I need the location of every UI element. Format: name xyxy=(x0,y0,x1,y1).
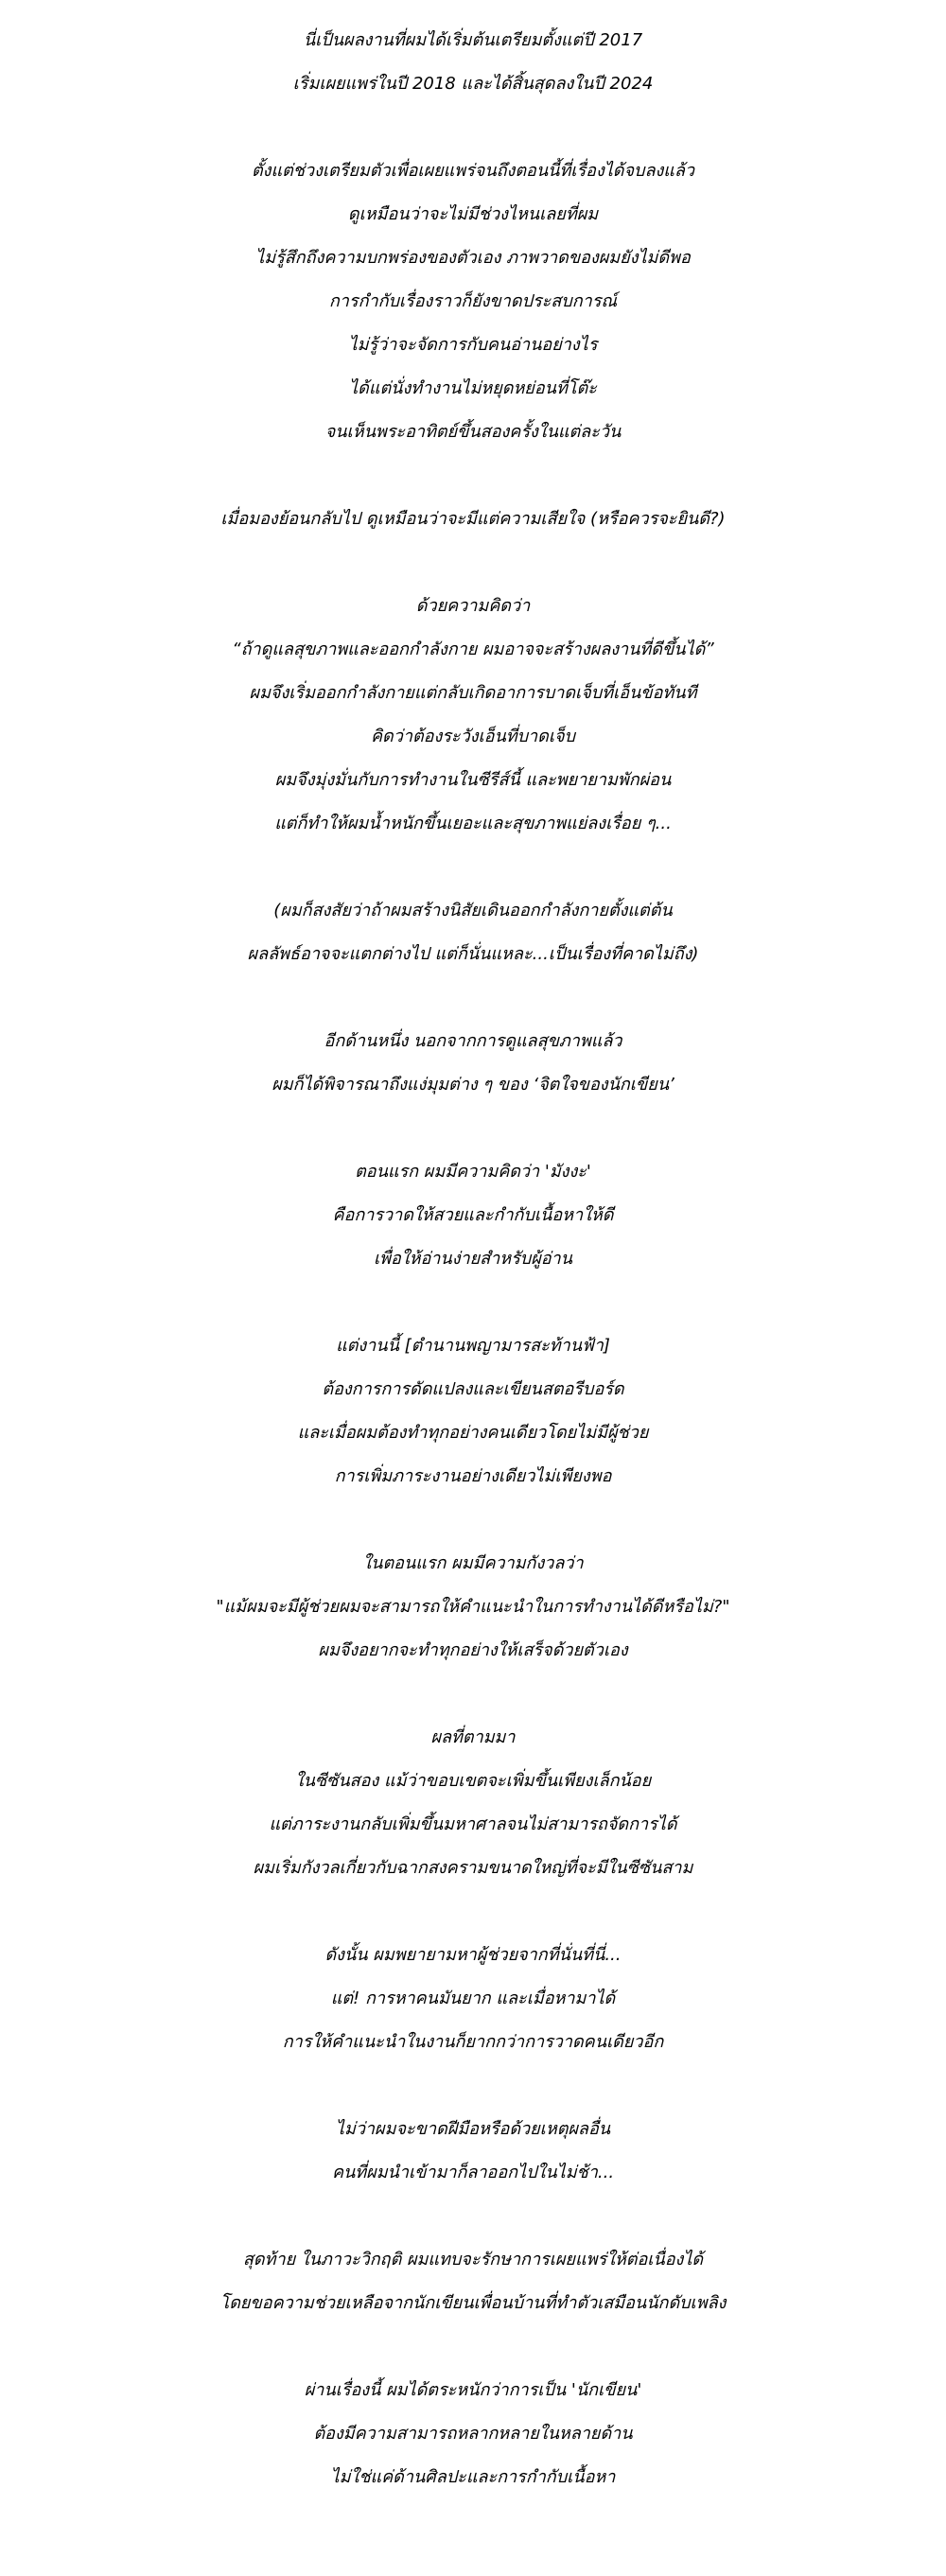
afterword-line: ต้องการการดัดแปลงและเขียนสตอรีบอร์ด xyxy=(322,1379,624,1399)
afterword-paragraph xyxy=(0,149,946,454)
afterword-line: ได้แต่นั่งทำงานไม่หยุดหย่อนที่โต๊ะ xyxy=(349,378,597,398)
afterword-line: ผลที่ตามมา xyxy=(430,1727,516,1747)
afterword-line: ไม่ว่าผมจะขาดฝีมือหรือด้วยเหตุผลอื่น xyxy=(335,2119,611,2139)
afterword-line: แต่ก็ทำให้ผมน้ำหนักขึ้นเยอะและสุขภาพแย่ลงเรื่อย ๆ... xyxy=(274,814,672,833)
afterword-line: ไม่รู้ว่าจะจัดการกับคนอ่านอย่างไร xyxy=(348,335,598,355)
afterword-line: เริ่มเผยแพร่ในปี 2018 และได้สิ้นสุดลงในปี 2024 xyxy=(292,74,654,94)
afterword-line: การกำกับเรื่องราวก็ยังขาดประสบการณ์ xyxy=(328,291,618,311)
afterword-paragraph xyxy=(0,889,946,976)
afterword-paragraph xyxy=(0,498,946,541)
afterword-line: "แม้ผมจะมีผู้ช่วยผมจะสามารถให้คำแนะนำในการทำงานได้ดีหรือไม่?" xyxy=(216,1597,730,1617)
afterword-line: “ถ้าดูแลสุขภาพและออกกำลังกาย ผมอาจจะสร้างผลงานที่ดีขึ้นได้” xyxy=(232,640,714,659)
afterword-paragraph xyxy=(0,1020,946,1107)
afterword-paragraph xyxy=(0,2108,946,2195)
afterword-line: ผมจึงเริ่มออกกำลังกายแต่กลับเกิดอาการบาดเจ็บที่เอ็นข้อทันที xyxy=(249,683,697,703)
afterword-line: คนที่ผมนำเข้ามาก็ลาออกไปในไม่ช้า... xyxy=(331,2163,615,2182)
afterword-line: ดูเหมือนว่าจะไม่มีช่วงไหนเลยที่ผม xyxy=(347,204,599,224)
afterword-line: เพื่อให้อ่านง่ายสำหรับผู้อ่าน xyxy=(374,1249,572,1269)
afterword-line: แต่! การหาคนมันยาก และเมื่อหามาได้ xyxy=(330,1989,616,2008)
afterword-line: ผมจึงมุ่งมั่นกับการทำงานในซีรีส์นี้ และพยายามพักผ่อน xyxy=(274,770,672,790)
afterword-line: ผลลัพธ์อาจจะแตกต่างไป แต่ก็นั่นแหละ...เป็นเรื่องที่คาดไม่ถึง) xyxy=(247,944,699,964)
afterword-paragraph xyxy=(0,19,946,106)
afterword-text-column xyxy=(0,19,946,2543)
afterword-paragraph xyxy=(0,1716,946,1890)
afterword-line: ผมเริ่มกังวลเกี่ยวกับฉากสงครามขนาดใหญ่ที่จะมีในซีซันสาม xyxy=(253,1858,693,1878)
afterword-paragraph xyxy=(0,1324,946,1498)
afterword-line: อีกด้านหนึ่ง นอกจากการดูแลสุขภาพแล้ว xyxy=(324,1031,622,1051)
afterword-line: โดยขอความช่วยเหลือจากนักเขียนเพื่อนบ้านที่ทำตัวเสมือนนักดับเพลิง xyxy=(219,2293,727,2313)
afterword-line: คิดว่าต้องระวังเอ็นที่บาดเจ็บ xyxy=(371,727,575,746)
afterword-line: สุดท้าย ในภาวะวิกฤติ ผมแทบจะรักษาการเผยแพร่ให้ต่อเนื่องได้ xyxy=(242,2250,704,2269)
afterword-line: ไม่รู้สึกถึงความบกพร่องของตัวเอง ภาพวาดของผมยังไม่ดีพอ xyxy=(255,248,691,268)
afterword-line: คือการวาดให้สวยและกำกับเนื้อหาให้ดี xyxy=(332,1205,614,1225)
afterword-line: ผมจึงอยากจะทำทุกอย่างให้เสร็จด้วยตัวเอง xyxy=(318,1640,628,1660)
afterword-line: จนเห็นพระอาทิตย์ขึ้นสองครั้งในแต่ละวัน xyxy=(324,422,622,442)
afterword-line: ต้องมีความสามารถหลากหลายในหลายด้าน xyxy=(313,2424,633,2444)
afterword-paragraph xyxy=(0,2369,946,2499)
afterword-line: ตั้งแต่ช่วงเตรียมตัวเพื่อเผยแพร่จนถึงตอนนี้ที่เรื่องได้จบลงแล้ว xyxy=(251,161,695,181)
afterword-line: ผมก็ได้พิจารณาถึงแง่มุมต่าง ๆ ของ ‘จิตใจของนักเขียน’ xyxy=(272,1075,674,1095)
afterword-line: นี่เป็นผลงานที่ผมได้เริ่มต้นเตรียมตั้งแต่ปี 2017 xyxy=(303,30,643,50)
afterword-paragraph xyxy=(0,1150,946,1281)
afterword-line: และเมื่อผมต้องทำทุกอย่างคนเดียวโดยไม่มีผู้ช่วย xyxy=(297,1423,649,1443)
afterword-paragraph xyxy=(0,2238,946,2325)
afterword-line: แต่งานนี้ [ตำนานพญามารสะท้านฟ้า] xyxy=(336,1336,610,1356)
afterword-line: เมื่อมองย้อนกลับไป ดูเหมือนว่าจะมีแต่ความเสียใจ (หรือควรจะยินดี?) xyxy=(220,509,726,529)
afterword-line: ผ่านเรื่องนี้ ผมได้ตระหนักว่าการเป็น 'นักเขียน' xyxy=(304,2380,642,2400)
afterword-line: ดังนั้น ผมพยายามหาผู้ช่วยจากที่นั่นที่นี่... xyxy=(324,1945,622,1965)
afterword-line: ด้วยความคิดว่า xyxy=(415,596,531,616)
afterword-line: การเพิ่มภาระงานอย่างเดียวไม่เพียงพอ xyxy=(334,1466,612,1486)
afterword-line: (ผมก็สงสัยว่าถ้าผมสร้างนิสัยเดินออกกำลังกายตั้งแต่ต้น xyxy=(273,901,673,920)
afterword-line: ตอนแรก ผมมีความคิดว่า 'มังงะ' xyxy=(355,1162,591,1182)
afterword-line: ไม่ใช่แค่ด้านศิลปะและการกำกับเนื้อหา xyxy=(330,2467,616,2487)
afterword-paragraph xyxy=(0,1542,946,1673)
afterword-line: ในตอนแรก ผมมีความกังวลว่า xyxy=(362,1553,584,1573)
afterword-line: แต่ภาระงานกลับเพิ่มขึ้นมหาศาลจนไม่สามารถจัดการได้ xyxy=(269,1814,677,1834)
afterword-line: ในซีซันสอง แม้ว่าขอบเขตจะเพิ่มขึ้นเพียงเล็กน้อย xyxy=(294,1771,652,1791)
afterword-paragraph xyxy=(0,1934,946,2064)
afterword-paragraph xyxy=(0,585,946,846)
afterword-line: การให้คำแนะนำในงานก็ยากกว่าการวาดคนเดียวอีก xyxy=(282,2032,664,2052)
